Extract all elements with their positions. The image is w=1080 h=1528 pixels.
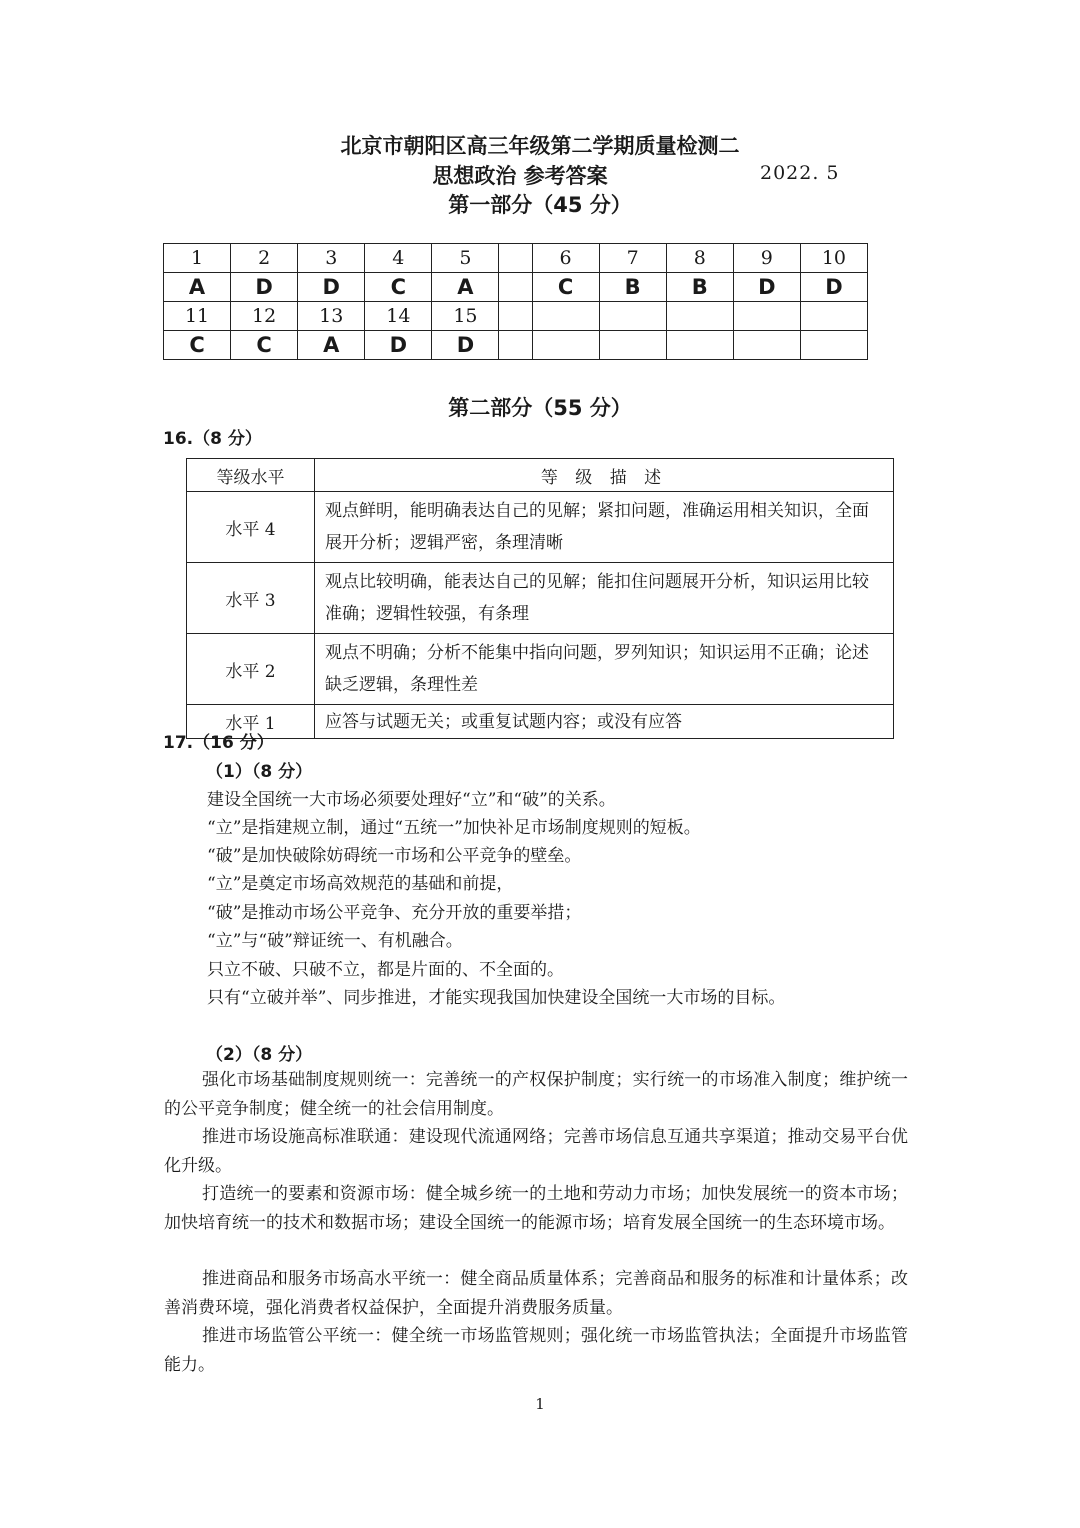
empty-cell <box>733 331 800 360</box>
answer-letter: C <box>532 273 599 302</box>
question-number: 8 <box>666 244 733 273</box>
answer-paragraph: 推进市场监管公平统一：健全统一市场监管规则；强化统一市场监管执法；全面提升市场监管能力。 <box>164 1326 908 1375</box>
level-row <box>187 705 894 739</box>
answer-letter: D <box>231 273 298 302</box>
level-label: 水平 2 <box>187 634 315 705</box>
question-number: 2 <box>231 244 298 273</box>
answer-line: “立”是指建规立制，通过“五统一”加快补足市场制度规则的短板。 <box>207 818 701 838</box>
answer-letter: C <box>231 331 298 360</box>
question-number: 1 <box>164 244 231 273</box>
answer-letter: A <box>164 273 231 302</box>
page-number: 1 <box>535 1395 545 1413</box>
subject-line <box>0 160 1080 190</box>
empty-cell <box>599 331 666 360</box>
answer-letter: B <box>599 273 666 302</box>
level-label: 水平 4 <box>187 492 315 563</box>
answer-line: 只立不破、只破不立，都是片面的、不全面的。 <box>207 960 564 980</box>
question-number: 13 <box>298 302 365 331</box>
empty-cell <box>499 302 532 331</box>
question-number: 12 <box>231 302 298 331</box>
answer-line: “破”是推动市场公平竞争、充分开放的重要举措； <box>207 903 582 923</box>
question-number: 14 <box>365 302 432 331</box>
description-column-header: 等 级 描 述 <box>315 459 894 492</box>
question-number: 3 <box>298 244 365 273</box>
question-17-part-2-heading: （2）（8 分） <box>206 1045 313 1065</box>
question-number: 15 <box>432 302 499 331</box>
empty-cell <box>666 302 733 331</box>
answer-line: 只有“立破并举”、同步推进，才能实现我国加快建设全国统一大市场的目标。 <box>207 988 786 1008</box>
level-row <box>187 634 894 705</box>
level-row <box>187 563 894 634</box>
answer-letter: D <box>432 331 499 360</box>
answer-line: “立”是奠定市场高效规范的基础和前提， <box>207 874 514 894</box>
level-description: 观点不明确；分析不能集中指向问题，罗列知识；知识运用不正确；论述缺乏逻辑，条理性差 <box>315 634 894 705</box>
answer-paragraph: 推进市场设施高标准联通：建设现代流通网络；完善市场信息互通共享渠道；推动交易平台优化升级。 <box>164 1127 908 1176</box>
answer-table <box>163 243 868 360</box>
level-label: 水平 1 <box>187 705 315 739</box>
empty-cell <box>800 302 867 331</box>
answer-letter: A <box>432 273 499 302</box>
answer-letter: C <box>365 273 432 302</box>
empty-cell <box>532 302 599 331</box>
empty-cell <box>532 331 599 360</box>
question-number: 5 <box>432 244 499 273</box>
question-number-row <box>164 302 868 331</box>
answer-line: “立”与“破”辩证统一、有机融合。 <box>207 931 463 951</box>
question-number: 6 <box>532 244 599 273</box>
levels-header-row <box>187 459 894 492</box>
question-17-heading: 17.（16 分） <box>163 733 274 753</box>
level-description: 观点鲜明，能明确表达自己的见解；紧扣问题，准确运用相关知识，全面展开分析；逻辑严密，条理清晰 <box>315 492 894 563</box>
answer-paragraph: 强化市场基础制度规则统一：完善统一的产权保护制度；实行统一的市场准入制度；维护统一的公平竞争制度；健全统一的社会信用制度。 <box>164 1070 908 1119</box>
answer-line: 建设全国统一大市场必须要处理好“立”和“破”的关系。 <box>207 790 616 810</box>
empty-cell <box>666 331 733 360</box>
part-two-heading: 第二部分（55 分） <box>448 396 632 420</box>
level-column-header: 等级水平 <box>187 459 315 492</box>
question-number: 4 <box>365 244 432 273</box>
level-description: 观点比较明确，能表达自己的见解；能扣住问题展开分析，知识运用比较准确；逻辑性较强，有条理 <box>315 563 894 634</box>
question-number-row <box>164 244 868 273</box>
empty-cell <box>499 331 532 360</box>
empty-cell <box>733 302 800 331</box>
answer-letter: D <box>800 273 867 302</box>
answer-row <box>164 273 868 302</box>
document-title: 北京市朝阳区高三年级第二学期质量检测二 <box>340 134 740 158</box>
empty-cell <box>499 244 532 273</box>
question-16-heading: 16.（8 分） <box>163 429 262 449</box>
answer-line: “破”是加快破除妨碍统一市场和公平竞争的壁垒。 <box>207 846 582 866</box>
answer-letter: D <box>733 273 800 302</box>
answer-letter: A <box>298 331 365 360</box>
question-number: 10 <box>800 244 867 273</box>
question-number: 11 <box>164 302 231 331</box>
question-17-part-1-heading: （1）（8 分） <box>206 762 313 782</box>
level-label: 水平 3 <box>187 563 315 634</box>
answer-letter: D <box>298 273 365 302</box>
answer-letter: C <box>164 331 231 360</box>
level-row <box>187 492 894 563</box>
answer-paragraph: 推进商品和服务市场高水平统一：健全商品质量体系；完善商品和服务的标准和计量体系；改善消费环境，强化消费者权益保护，全面提升消费服务质量。 <box>164 1269 908 1318</box>
part-one-heading: 第一部分（45 分） <box>448 193 632 217</box>
grading-levels-table <box>186 458 894 739</box>
answer-paragraph: 打造统一的要素和资源市场：健全城乡统一的土地和劳动力市场；加快发展统一的资本市场；加快培育统一的技术和数据市场；建设全国统一的能源市场；培育发展全国统一的生态环境市场。 <box>164 1184 908 1233</box>
answer-letter: B <box>666 273 733 302</box>
question-number: 7 <box>599 244 666 273</box>
subject-title: 思想政治 参考答案 <box>432 164 608 188</box>
empty-cell <box>599 302 666 331</box>
level-description: 应答与试题无关；或重复试题内容；或没有应答 <box>315 705 894 739</box>
answer-row <box>164 331 868 360</box>
answer-letter: D <box>365 331 432 360</box>
question-number: 9 <box>733 244 800 273</box>
empty-cell <box>800 331 867 360</box>
exam-date: 2022. 5 <box>760 162 840 184</box>
empty-cell <box>499 273 532 302</box>
